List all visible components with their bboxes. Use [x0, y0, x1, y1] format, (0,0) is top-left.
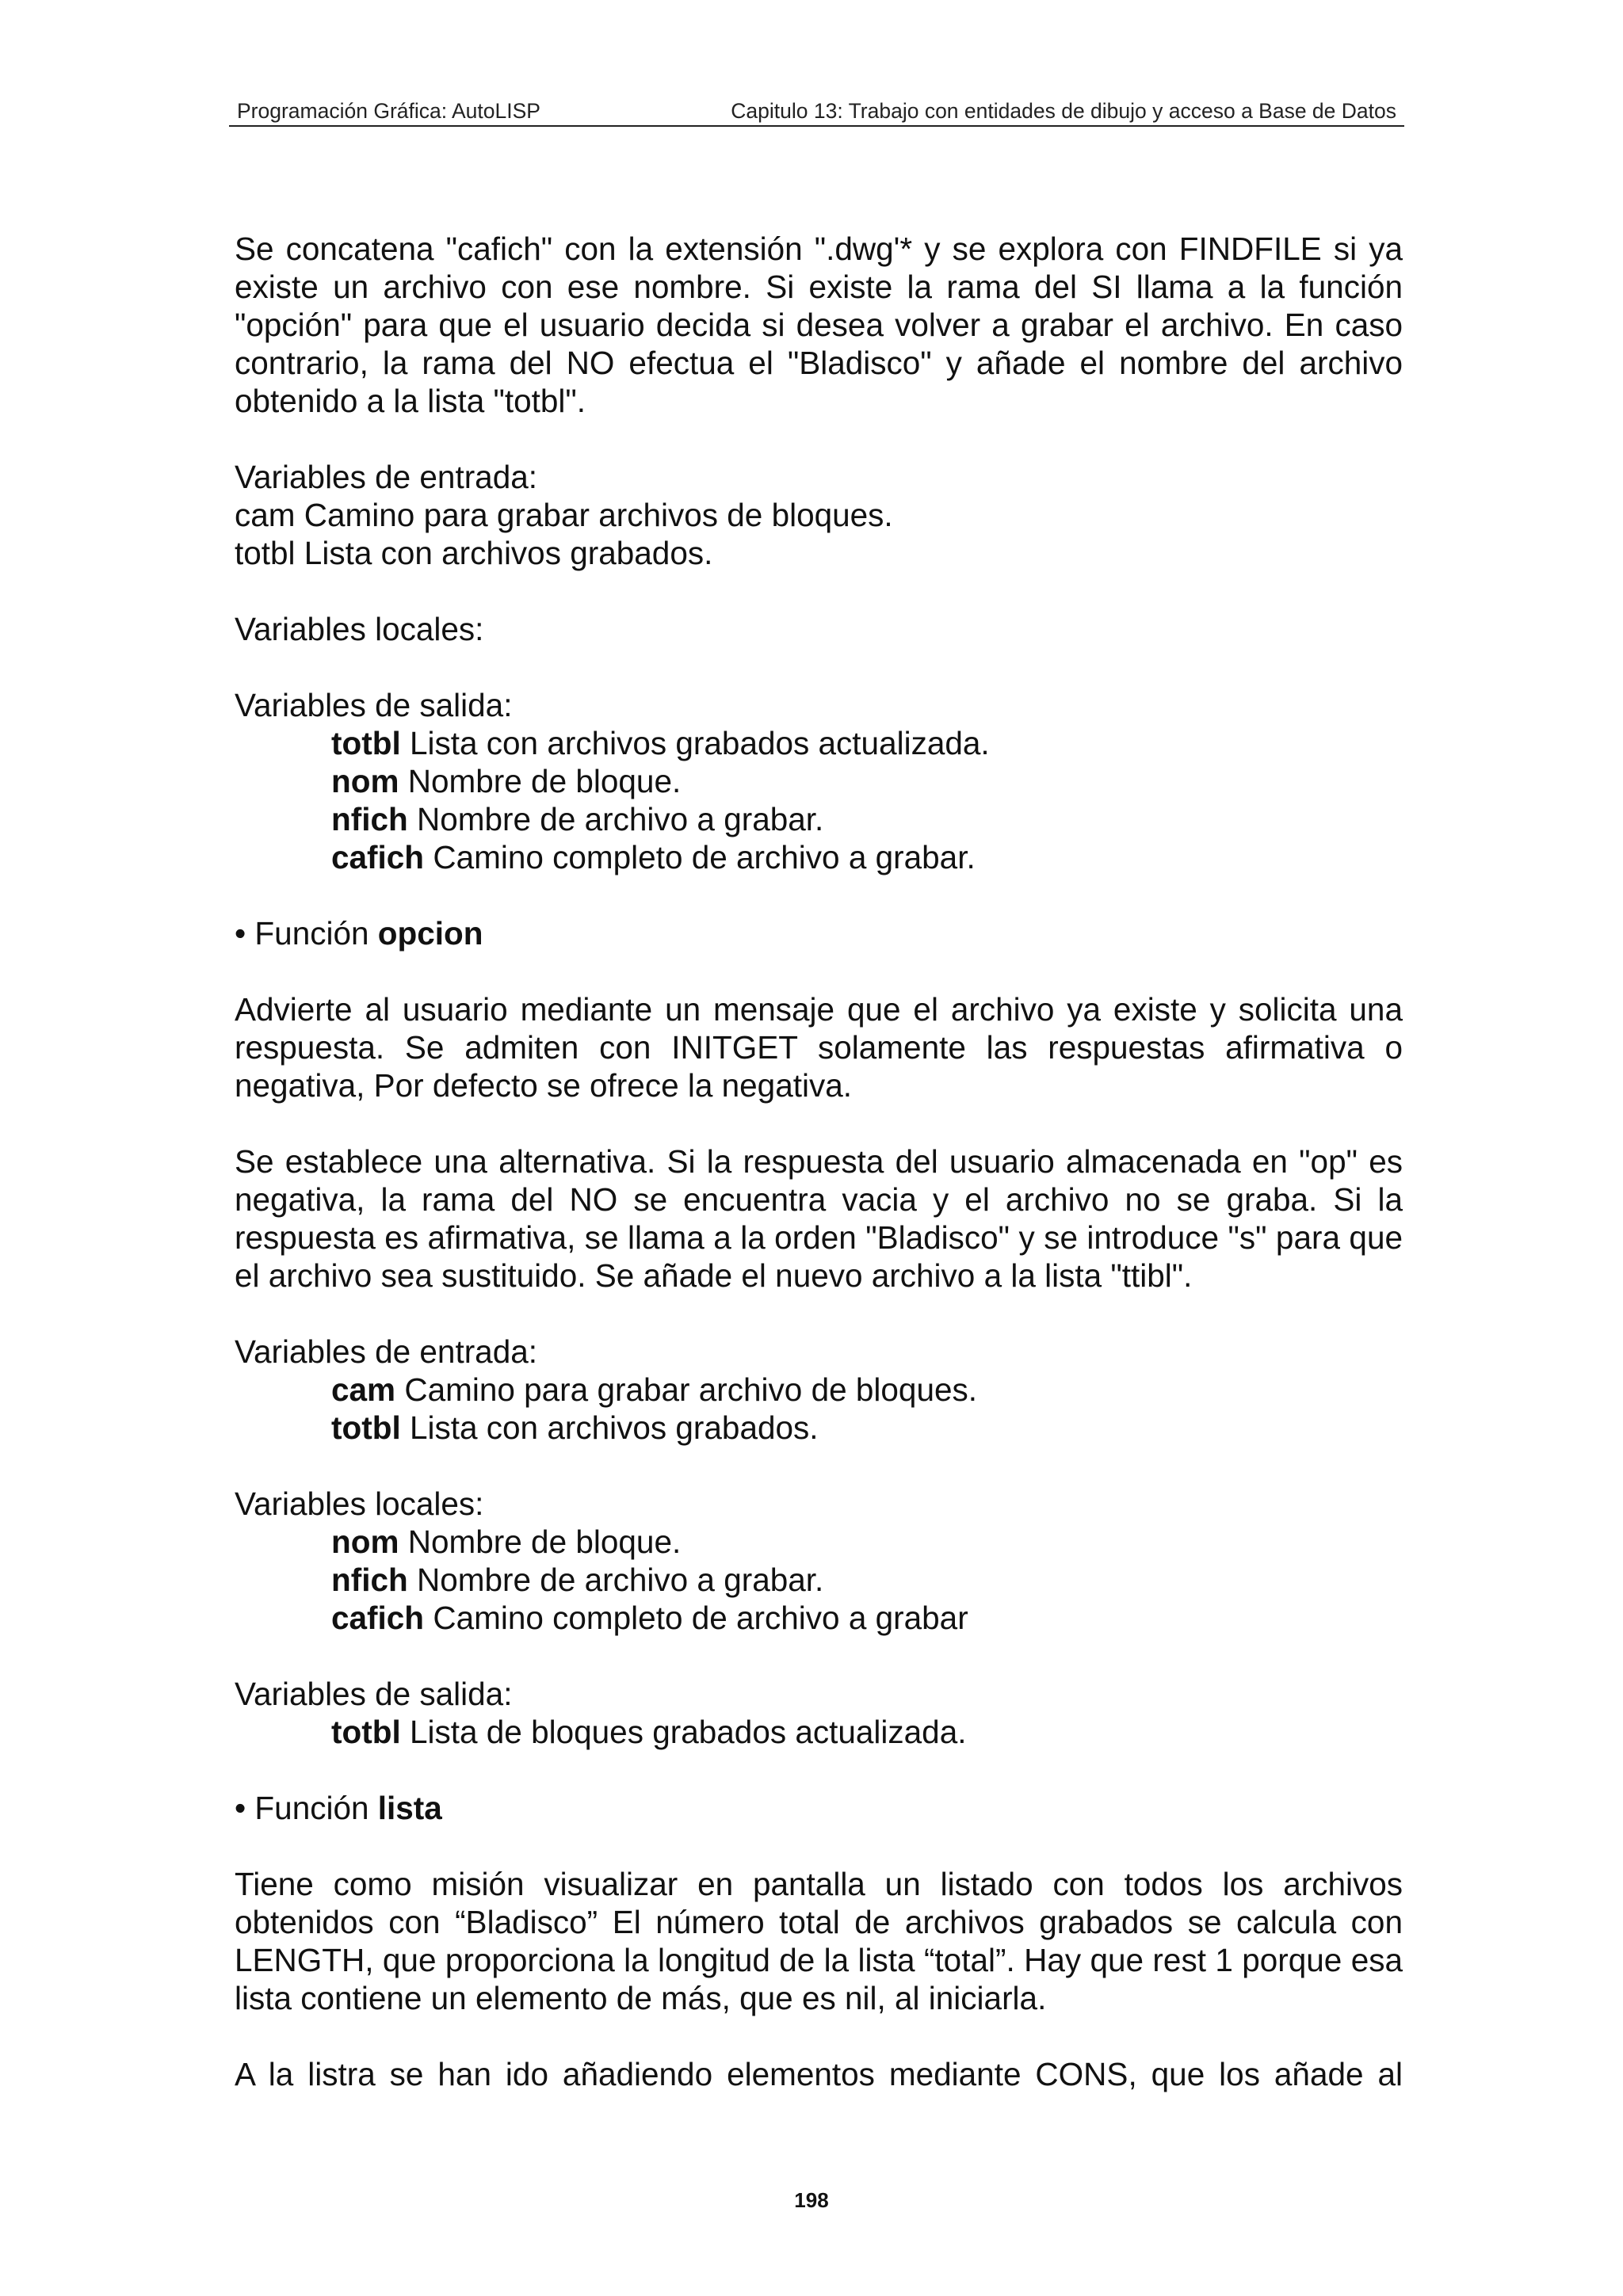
variable-name: cafich	[331, 839, 425, 875]
input-variables-block-2	[235, 1333, 1403, 1447]
section-heading: Variables de entrada:	[235, 459, 538, 495]
input-variables-block-1	[235, 458, 1403, 572]
variable-item	[235, 1713, 1403, 1751]
variable-item	[235, 1561, 1403, 1599]
function-prefix: • Función	[235, 915, 378, 952]
page-body	[235, 230, 1403, 2093]
page-number: 198	[794, 2188, 829, 2212]
variable-item	[235, 1599, 1403, 1637]
variable-description: Nombre de archivo a grabar.	[417, 1562, 824, 1598]
header-book-title: Programación Gráfica: AutoLISP	[237, 99, 540, 123]
variable-item	[235, 800, 1403, 838]
variable-name: cam	[331, 1371, 396, 1408]
function-heading-opcion	[235, 914, 1403, 952]
header-chapter-title: Capitulo 13: Trabajo con entidades de dibujo y acceso a Base de Datos	[731, 99, 1396, 123]
variable-description: Lista con archivos grabados actualizada.	[409, 725, 990, 761]
variable-line: cam Camino para grabar archivos de bloques.	[235, 497, 893, 533]
paragraph-advierte: Advierte al usuario mediante un mensaje que el archivo ya existe y solicita una respuesta. Se admiten con INITGET solamente las respuestas afirmativa o negativa, Por defecto se ofrece la negativa.	[235, 991, 1403, 1104]
section-heading: Variables de salida:	[235, 1676, 513, 1712]
paragraph-alternativa: Se establece una alternativa. Si la respuesta del usuario almacenada en "op" es negativa, la rama del NO se encuentra vacia y el archivo no se graba. Si la respuesta es afirmativa, se llama a la orden "Bladisco" y se introduce "s" para que el archivo sea sustituido. Se añade el nuevo archivo a la lista "ttibl".	[235, 1143, 1403, 1294]
variable-description: Lista de bloques grabados actualizada.	[409, 1714, 967, 1750]
variable-description: Lista con archivos grabados.	[409, 1409, 819, 1446]
variable-description: Camino para grabar archivo de bloques.	[404, 1371, 977, 1408]
section-heading: Variables de entrada:	[235, 1333, 538, 1370]
variable-description: Nombre de bloque.	[407, 1524, 682, 1560]
variable-description: Camino completo de archivo a grabar.	[433, 839, 976, 875]
variable-name: nfich	[331, 801, 408, 837]
page-header	[229, 93, 1404, 127]
variable-item	[235, 1409, 1403, 1447]
function-heading-lista	[235, 1789, 1403, 1827]
paragraph-listra: A la listra se han ido añadiendo elementos mediante CONS, que los añade al	[235, 2056, 1403, 2092]
variable-name: nom	[331, 763, 399, 799]
variable-description: Nombre de archivo a grabar.	[417, 801, 824, 837]
variable-name: totbl	[331, 1714, 401, 1750]
variable-item	[235, 1371, 1403, 1409]
variable-item	[235, 838, 1403, 876]
function-prefix: • Función	[235, 1790, 378, 1826]
variable-description: Camino completo de archivo a grabar	[433, 1600, 968, 1636]
variable-name: totbl	[331, 725, 401, 761]
function-name: lista	[377, 1790, 442, 1826]
paragraph-concatena: Se concatena "cafich" con la extensión ".dwg'* y se explora con FINDFILE si ya existe un archivo con ese nombre. Si existe la rama del SI llama a la función "opción" para que el usuario decida si desea volver a grabar el archivo. En caso contrario, la rama del NO efectua el "Bladisco" y añade el nombre del archivo obtenido a la lista "totbl".	[235, 231, 1403, 419]
section-heading: Variables de salida:	[235, 687, 513, 723]
variable-name: nom	[331, 1524, 399, 1560]
local-variables-block-1	[235, 610, 1403, 648]
variable-line: totbl Lista con archivos grabados.	[235, 535, 713, 571]
section-heading: Variables locales:	[235, 611, 484, 647]
variable-description: Nombre de bloque.	[407, 763, 682, 799]
variable-item	[235, 762, 1403, 800]
variable-name: nfich	[331, 1562, 408, 1598]
local-variables-block-2	[235, 1485, 1403, 1637]
variable-item	[235, 724, 1403, 762]
output-variables-block-1	[235, 686, 1403, 876]
function-name: opcion	[377, 915, 483, 952]
output-variables-block-2	[235, 1675, 1403, 1751]
paragraph-tiene-como-mision: Tiene como misión visualizar en pantalla un listado con todos los archivos obtenidos con “Bladisco” El número total de archivos grabados se calcula con LENGTH, que proporciona la longitud de la lista “total”. Hay que rest 1 porque esa lista contiene un elemento de más, que es nil, al iniciarla.	[235, 1866, 1403, 2016]
variable-item	[235, 1523, 1403, 1561]
variable-name: cafich	[331, 1600, 425, 1636]
section-heading: Variables locales:	[235, 1486, 484, 1522]
variable-name: totbl	[331, 1409, 401, 1446]
